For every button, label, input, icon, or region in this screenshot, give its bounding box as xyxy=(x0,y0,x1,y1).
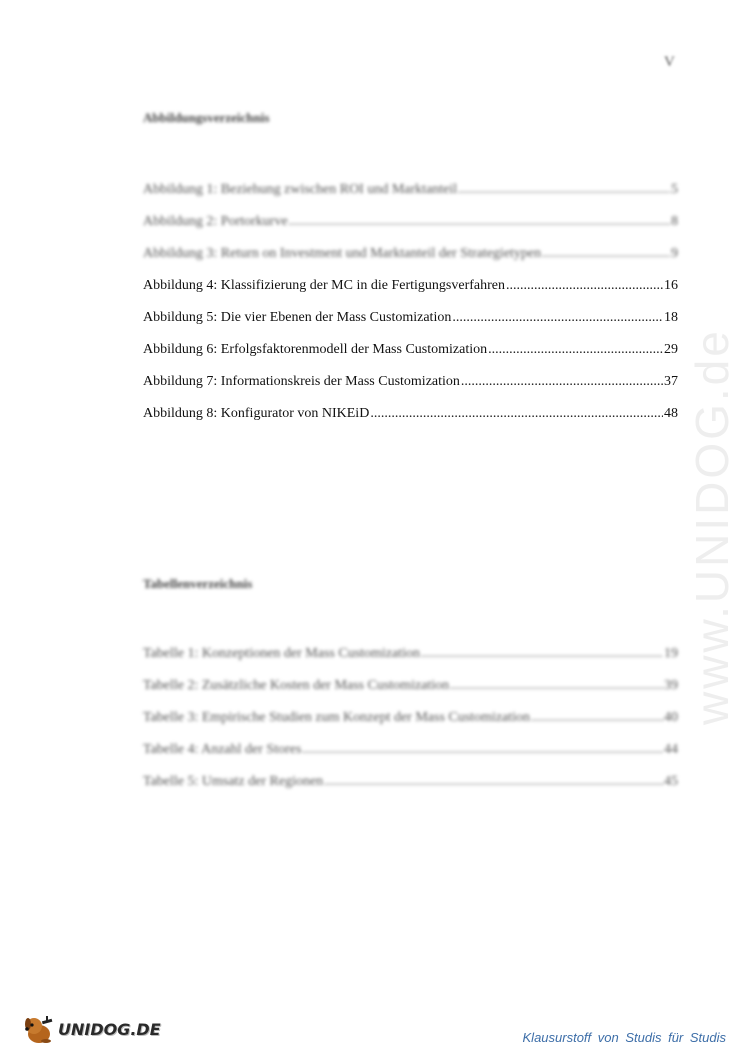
dot-leader xyxy=(531,710,663,726)
toc-entry xyxy=(143,406,678,438)
toc-entry-page: 45 xyxy=(664,774,678,789)
toc-entry-page: 39 xyxy=(664,678,678,693)
toc-entry-page: 5 xyxy=(671,182,678,197)
toc-entry-label: Abbildung 3: Return on Investment und Marktanteil der Strategietypen xyxy=(143,246,542,261)
tables-list xyxy=(143,646,678,806)
toc-entry-page: 37 xyxy=(664,374,678,389)
dot-leader xyxy=(458,182,670,198)
toc-entry-label: Tabelle 2: Zusätzliche Kosten der Mass Customization xyxy=(143,678,450,693)
dot-leader xyxy=(452,310,663,326)
toc-entry xyxy=(143,342,678,374)
dot-leader xyxy=(370,406,663,422)
figures-list xyxy=(143,182,678,438)
toc-entry-label: Abbildung 8: Konfigurator von NIKEiD xyxy=(143,406,370,421)
toc-entry-page: 19 xyxy=(664,646,678,661)
toc-entry-page: 16 xyxy=(664,278,678,293)
toc-entry-page: 18 xyxy=(664,310,678,325)
toc-entry-label: Tabelle 4: Anzahl der Stores xyxy=(143,742,302,757)
toc-entry-label: Tabelle 5: Umsatz der Regionen xyxy=(143,774,324,789)
toc-entry-label: Abbildung 5: Die vier Ebenen der Mass Customization xyxy=(143,310,452,325)
toc-entry-label: Abbildung 6: Erfolgsfaktorenmodell der Mass Customization xyxy=(143,342,488,357)
toc-entry xyxy=(143,742,678,774)
toc-entry xyxy=(143,310,678,342)
logo-text: UNIDOG.DE xyxy=(58,1019,161,1039)
dot-leader xyxy=(542,246,670,262)
toc-entry-page: 8 xyxy=(671,214,678,229)
dot-leader xyxy=(488,342,663,358)
toc-entry-page: 44 xyxy=(664,742,678,757)
toc-entry-label: Abbildung 4: Klassifizierung der MC in die Fertigungsverfahren xyxy=(143,278,505,293)
toc-entry xyxy=(143,710,678,742)
toc-entry xyxy=(143,278,678,310)
dot-leader xyxy=(302,742,663,758)
dot-leader xyxy=(289,214,670,230)
dot-leader xyxy=(421,646,663,662)
toc-entry xyxy=(143,214,678,246)
toc-entry-label: Tabelle 1: Konzeptionen der Mass Customization xyxy=(143,646,421,661)
figures-heading: Abbildungsverzeichnis xyxy=(143,110,270,125)
dot-leader xyxy=(461,374,663,390)
footer-tagline: Klausurstoff von Studis für Studis xyxy=(522,1030,726,1045)
dot-leader xyxy=(324,774,663,790)
toc-entry xyxy=(143,774,678,806)
dog-mascot-icon xyxy=(22,1012,56,1046)
toc-entry xyxy=(143,374,678,406)
toc-entry xyxy=(143,246,678,278)
toc-entry-page: 40 xyxy=(664,710,678,725)
toc-entry-label: Abbildung 7: Informationskreis der Mass Customization xyxy=(143,374,460,389)
toc-entry-page: 29 xyxy=(664,342,678,357)
dot-leader xyxy=(506,278,663,294)
toc-entry-page: 48 xyxy=(664,406,678,421)
page-number: V xyxy=(664,54,675,70)
unidog-logo[interactable] xyxy=(22,1012,161,1046)
watermark: www.UNIDOG.de xyxy=(686,328,738,725)
toc-entry-page: 9 xyxy=(671,246,678,261)
toc-entry-label: Abbildung 2: Portorkurve xyxy=(143,214,288,229)
tables-heading: Tabellenverzeichnis xyxy=(143,576,253,591)
toc-entry xyxy=(143,646,678,678)
dot-leader xyxy=(450,678,663,694)
toc-entry xyxy=(143,182,678,214)
toc-entry-label: Tabelle 3: Empirische Studien zum Konzept der Mass Customization xyxy=(143,710,531,725)
toc-entry-label: Abbildung 1: Beziehung zwischen ROI und Marktanteil xyxy=(143,182,458,197)
toc-entry xyxy=(143,678,678,710)
